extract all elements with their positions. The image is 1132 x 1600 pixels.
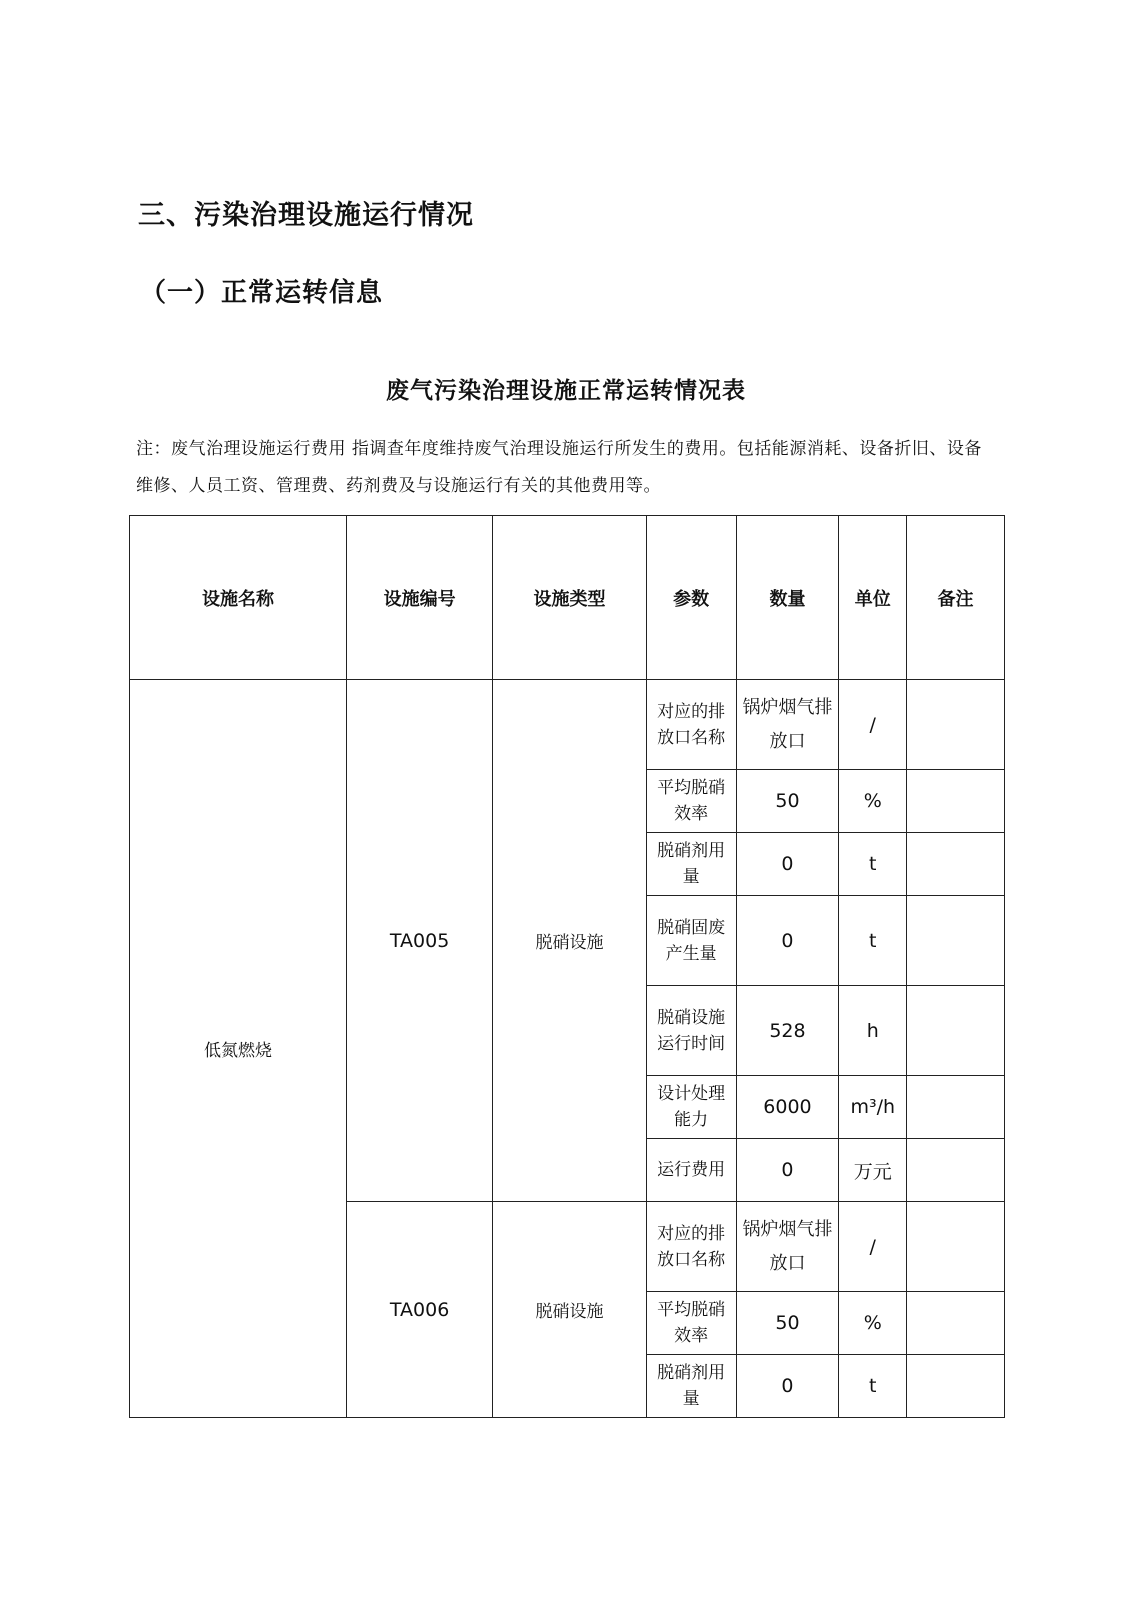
unit-cell: h — [839, 986, 907, 1076]
remark-cell — [907, 986, 1005, 1076]
unit-cell: / — [839, 1202, 907, 1292]
remark-cell — [907, 1076, 1005, 1139]
header-cell: 数量 — [736, 516, 839, 680]
param-cell: 设计处理能力 — [646, 1076, 736, 1139]
param-cell: 平均脱硝效率 — [646, 770, 736, 833]
section-title: 三、污染治理设施运行情况 — [138, 200, 474, 231]
facility-type-cell: 脱硝设施 — [493, 1202, 646, 1418]
remark-cell — [907, 1139, 1005, 1202]
unit-cell: t — [839, 833, 907, 896]
remark-cell — [907, 1292, 1005, 1355]
header-cell: 设施类型 — [493, 516, 646, 680]
header-cell: 参数 — [646, 516, 736, 680]
header-cell: 设施编号 — [346, 516, 492, 680]
param-cell: 对应的排放口名称 — [646, 680, 736, 770]
facility-name-cell: 低氮燃烧 — [130, 680, 347, 1418]
remark-cell — [907, 896, 1005, 986]
qty-cell: 0 — [736, 896, 839, 986]
param-cell: 脱硝设施运行时间 — [646, 986, 736, 1076]
unit-cell: % — [839, 1292, 907, 1355]
unit-cell: m³/h — [839, 1076, 907, 1139]
table-title: 废气污染治理设施正常运转情况表 — [386, 378, 746, 404]
unit-cell: % — [839, 770, 907, 833]
param-cell: 平均脱硝效率 — [646, 1292, 736, 1355]
remark-cell — [907, 680, 1005, 770]
unit-cell: 万元 — [839, 1139, 907, 1202]
remark-cell — [907, 1202, 1005, 1292]
facility-table — [129, 515, 1005, 1418]
qty-cell: 0 — [736, 833, 839, 896]
header-cell: 备注 — [907, 516, 1005, 680]
header-cell: 设施名称 — [130, 516, 347, 680]
param-cell: 脱硝剂用量 — [646, 833, 736, 896]
remark-cell — [907, 770, 1005, 833]
remark-cell — [907, 833, 1005, 896]
header-cell: 单位 — [839, 516, 907, 680]
qty-cell: 锅炉烟气排放口 — [736, 1202, 839, 1292]
remark-cell — [907, 1355, 1005, 1418]
param-cell: 脱硝剂用量 — [646, 1355, 736, 1418]
facility-code-cell: TA006 — [346, 1202, 492, 1418]
param-cell: 脱硝固废产生量 — [646, 896, 736, 986]
qty-cell: 0 — [736, 1139, 839, 1202]
table-note: 注：废气治理设施运行费用 指调查年度维持废气治理设施运行所发生的费用。包括能源消耗、设备折旧、设备维修、人员工资、管理费、药剂费及与设施运行有关的其他费用等。 — [136, 439, 982, 496]
unit-cell: t — [839, 896, 907, 986]
param-cell: 运行费用 — [646, 1139, 736, 1202]
qty-cell: 锅炉烟气排放口 — [736, 680, 839, 770]
qty-cell: 6000 — [736, 1076, 839, 1139]
qty-cell: 50 — [736, 770, 839, 833]
facility-type-cell: 脱硝设施 — [493, 680, 646, 1202]
qty-cell: 50 — [736, 1292, 839, 1355]
subsection-title: （一）正常运转信息 — [140, 278, 384, 308]
table-row — [130, 680, 1005, 770]
unit-cell: t — [839, 1355, 907, 1418]
qty-cell: 528 — [736, 986, 839, 1076]
qty-cell: 0 — [736, 1355, 839, 1418]
unit-cell: / — [839, 680, 907, 770]
table-header-row — [130, 516, 1005, 680]
param-cell: 对应的排放口名称 — [646, 1202, 736, 1292]
facility-code-cell: TA005 — [346, 680, 492, 1202]
